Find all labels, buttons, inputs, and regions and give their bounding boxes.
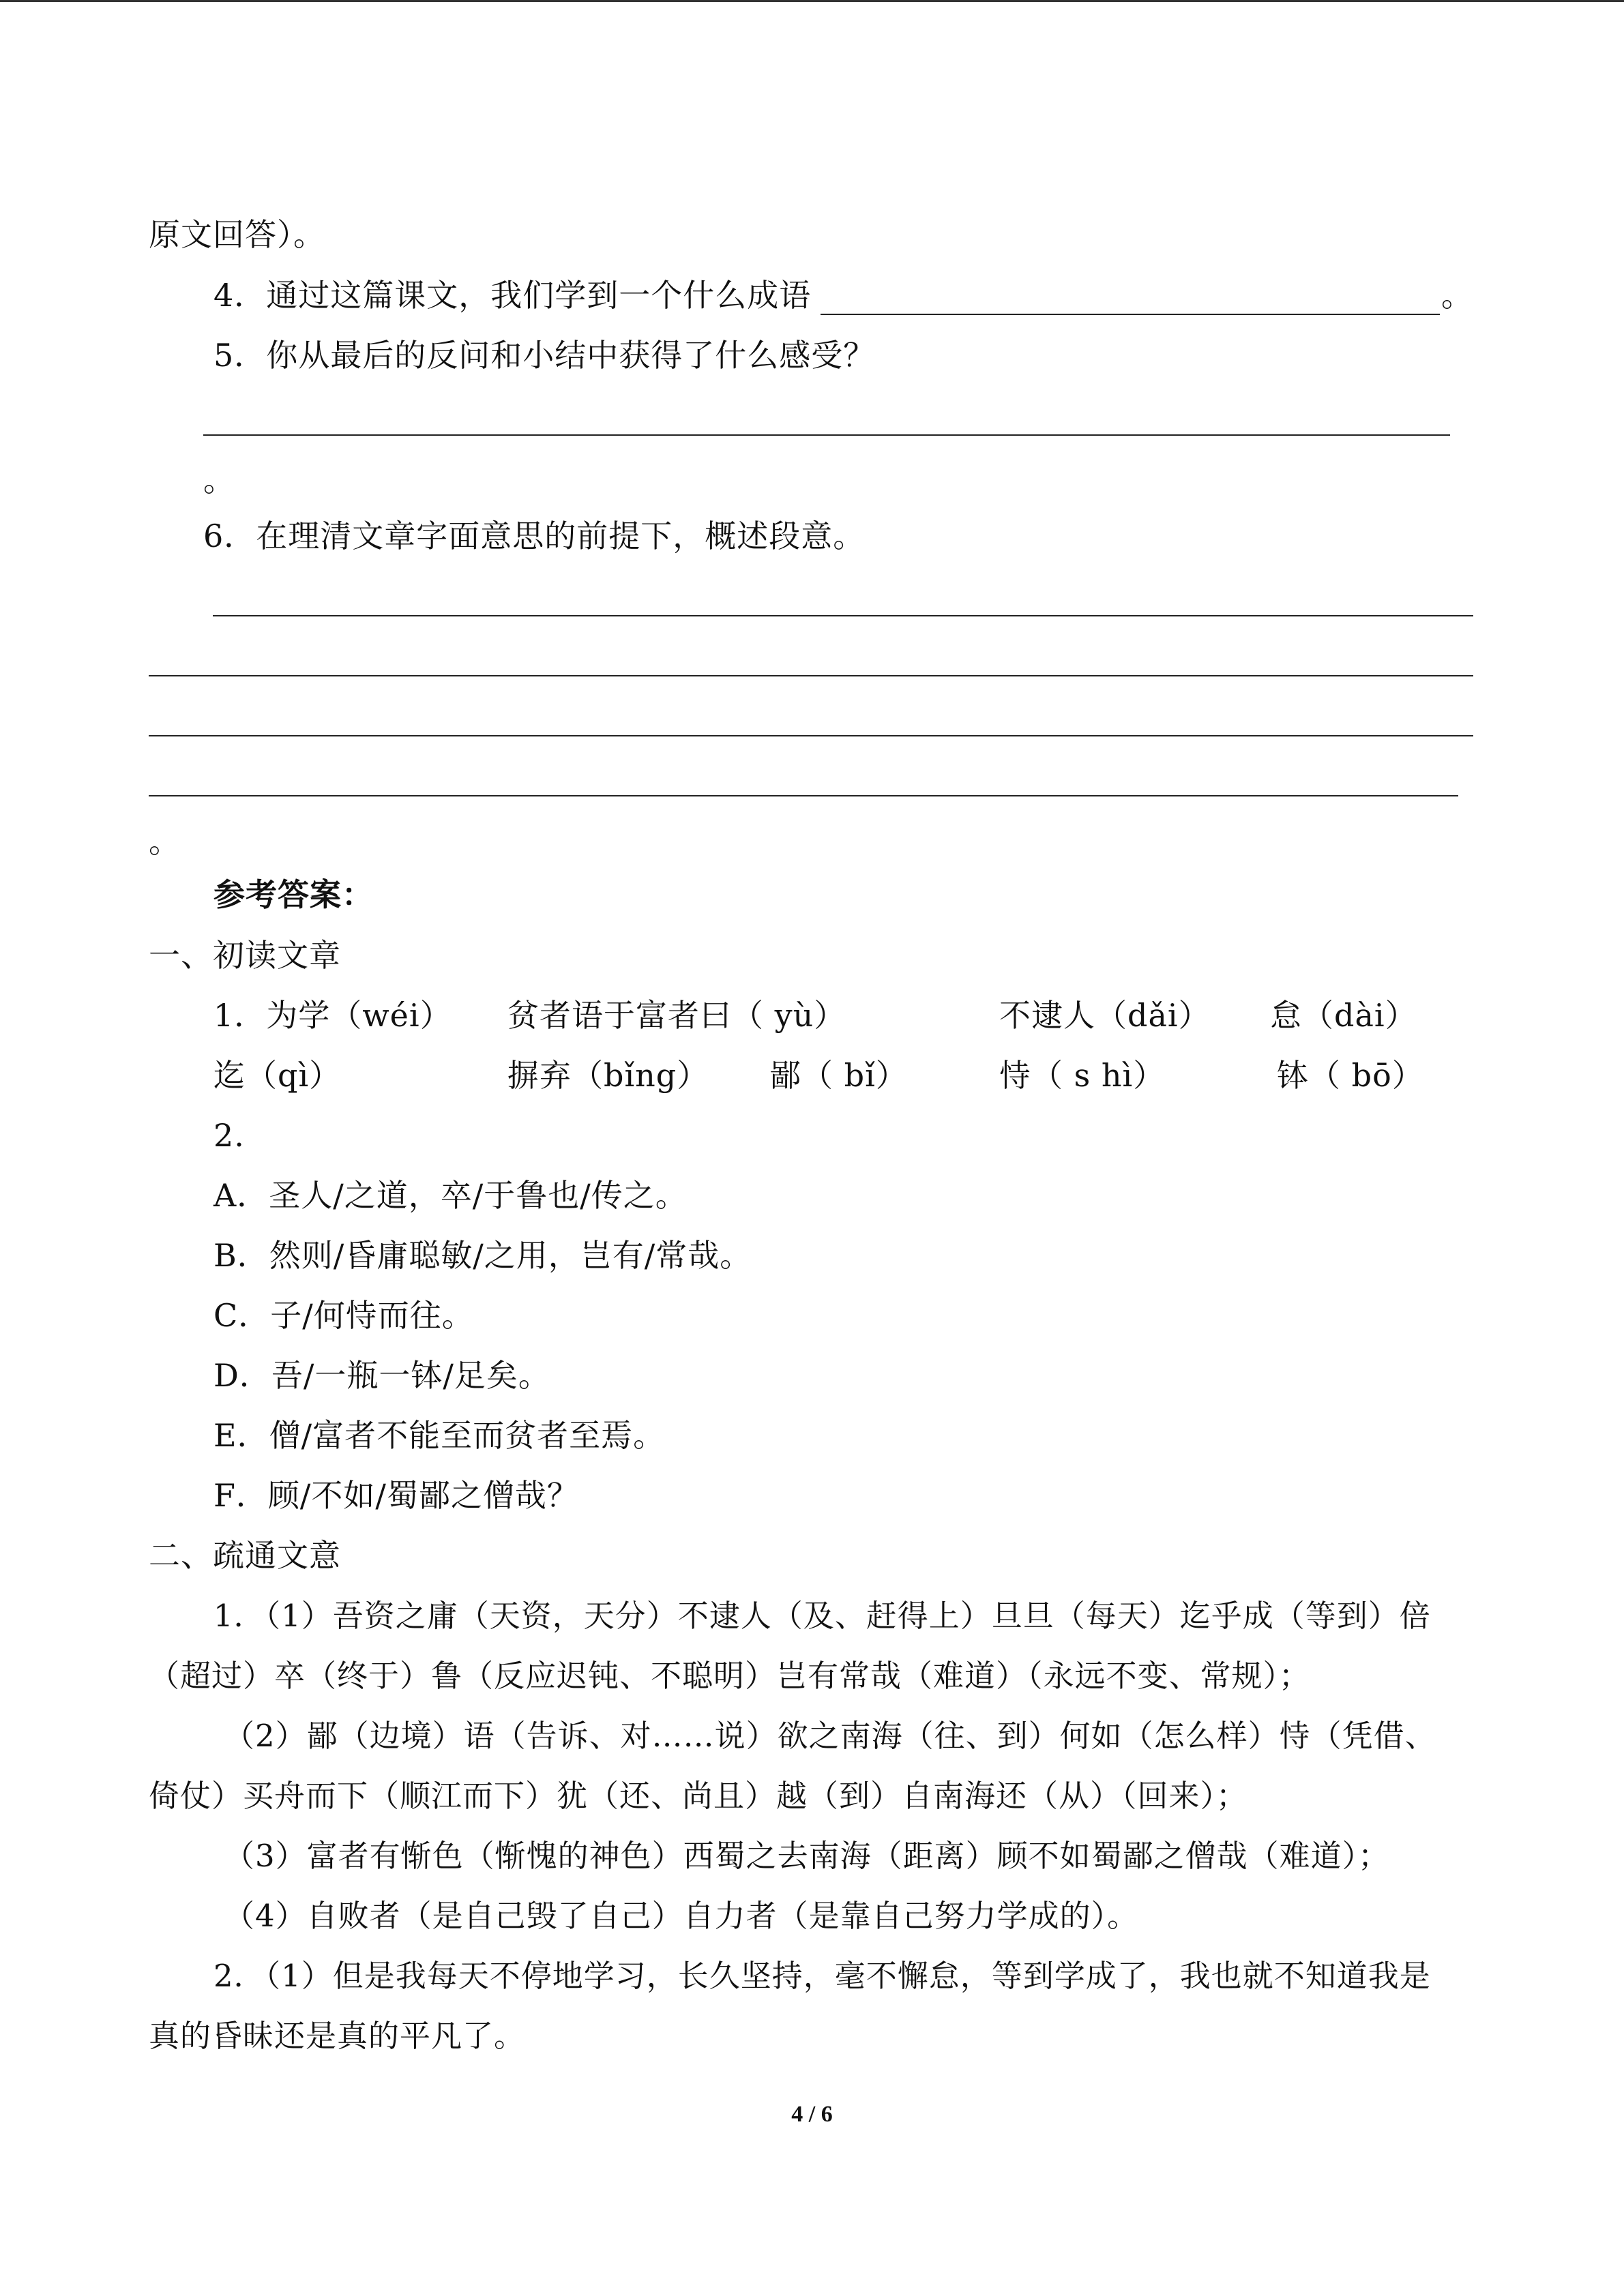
- answer-blank[interactable]: [149, 795, 1458, 796]
- text-period: 。: [149, 823, 181, 860]
- top-border: [0, 0, 1624, 2]
- answer-b: B．然则/昏庸聪敏/之用，岂有/常哉。: [213, 1237, 752, 1274]
- pinyin-row-2-item: 恃（ s hì）: [999, 1057, 1166, 1094]
- answer-blank[interactable]: [149, 735, 1473, 736]
- text-line: （4）自败者（是自己毁了自己）自力者（是靠自己努力学成的）。: [224, 1898, 1139, 1934]
- text-line: 原文回答）。: [149, 216, 325, 253]
- pinyin-row-2-item: 摒弃（bǐng）: [507, 1057, 709, 1094]
- text-line: （2）鄙（边境）语（告诉、对……说）欲之南海（往、到）何如（怎么样）恃（凭借、: [224, 1718, 1436, 1754]
- text-period: 。: [1441, 277, 1473, 314]
- text-line: 1．（1）吾资之庸（天资，天分）不逮人（及、赶得上）旦旦（每天）迄乎成（等到）倍: [213, 1598, 1431, 1634]
- pinyin-row-2-item: 钵（ bō）: [1277, 1057, 1424, 1094]
- text-line: 2．（1）但是我每天不停地学习，长久坚持，毫不懈怠，等到学成了，我也就不知道我是: [213, 1958, 1431, 1994]
- answer-e: E．僧/富者不能至而贫者至焉。: [213, 1417, 666, 1454]
- question-4: 4．通过这篇课文，我们学到一个什么成语: [213, 277, 812, 314]
- question-5: 5．你从最后的反问和小结中获得了什么感受？: [213, 337, 876, 374]
- answer-blank[interactable]: [149, 675, 1473, 676]
- pinyin-row-1-item: 贫者语于富者曰（ yù）: [507, 997, 846, 1034]
- page-number: 4 / 6: [791, 2102, 833, 2127]
- answer-a: A．圣人/之道，卒/于鲁也/传之。: [213, 1177, 688, 1214]
- text-line: （3）富者有惭色（惭愧的神色）西蜀之去南海（距离）顾不如蜀鄙之僧哉（难道）；: [224, 1838, 1390, 1874]
- pinyin-row-2-item: 鄙（ bǐ）: [769, 1057, 908, 1094]
- answer-d: D．吾/一瓶一钵/足矣。: [213, 1357, 550, 1394]
- section-heading: 二、疏通文意: [149, 1537, 341, 1574]
- pinyin-row-1-item: 不逮人（dǎi）: [999, 997, 1211, 1034]
- section-heading: 一、初读文章: [149, 937, 341, 974]
- answer-blank[interactable]: [213, 615, 1473, 616]
- text-line: 倚仗）买舟而下（顺江而下）犹（还、尚且）越（到）自南海还（从）（回来）；: [149, 1778, 1248, 1814]
- text-period: 。: [203, 462, 235, 498]
- answer-blank[interactable]: [821, 314, 1440, 315]
- pinyin-row-1-item: 1．为学（wéi）: [213, 997, 452, 1034]
- text-line: （超过）卒（终于）鲁（反应迟钝、不聪明）岂有常哉（难道）（永远不变、常规）；: [149, 1658, 1311, 1694]
- answer-f: F．顾/不如/蜀鄙之僧哉？: [213, 1477, 579, 1514]
- text-line: 真的昏昧还是真的平凡了。: [149, 2018, 526, 2054]
- answer-c: C．子/何恃而往。: [213, 1297, 474, 1334]
- question-6: 6．在理清文章字面意思的前提下，概述段意。: [203, 518, 866, 554]
- pinyin-row-1-item: 怠（dài）: [1270, 997, 1417, 1034]
- pinyin-row-2-item: 迄（qì）: [213, 1057, 342, 1094]
- answer-blank[interactable]: [203, 434, 1450, 436]
- item-number: 2.: [213, 1117, 245, 1154]
- answers-heading: 参考答案：: [213, 876, 374, 913]
